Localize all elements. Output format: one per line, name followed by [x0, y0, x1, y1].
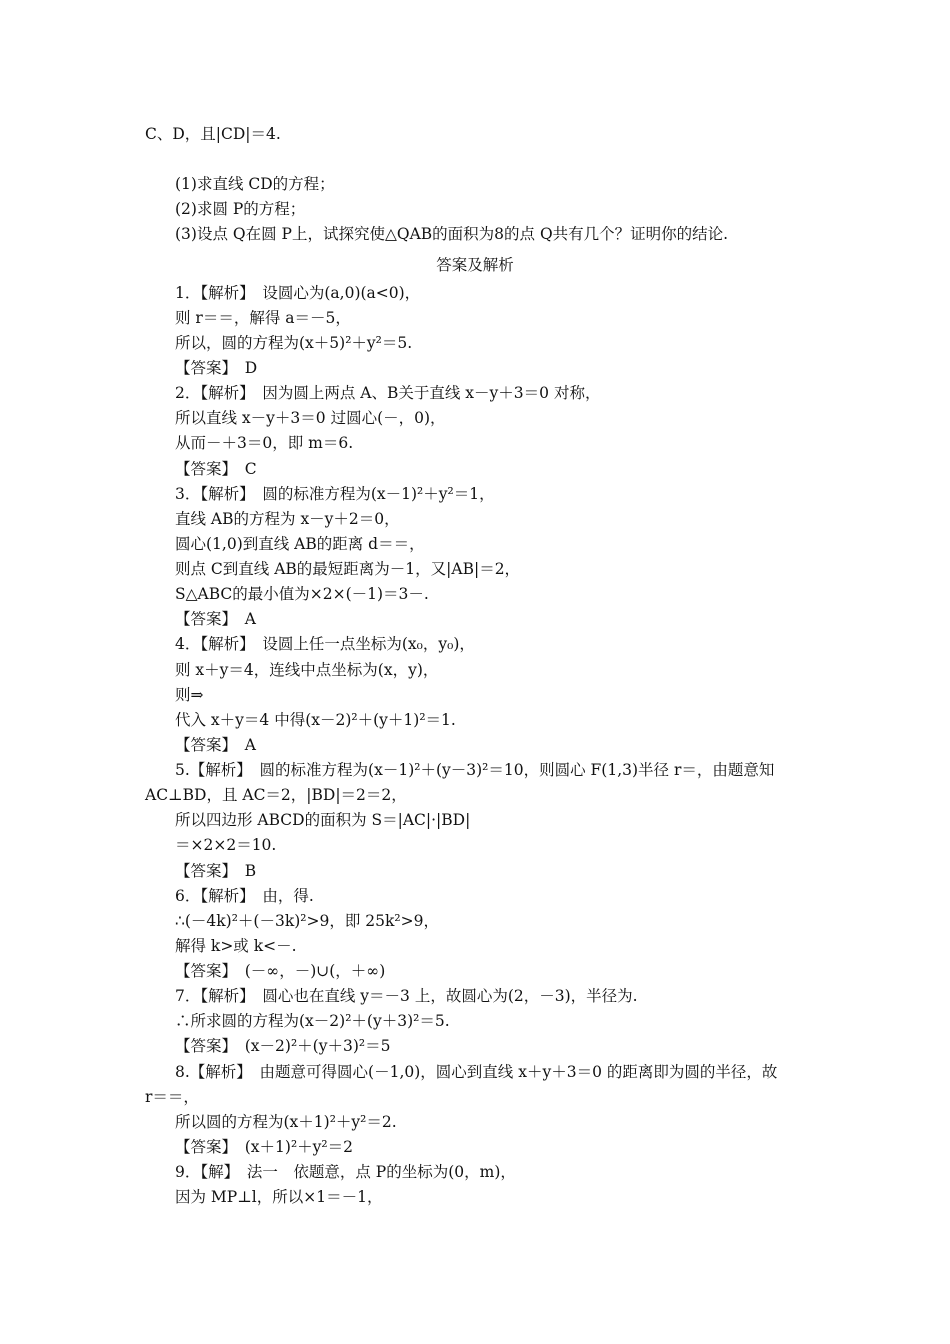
answer-line: 【答案】 C: [175, 460, 257, 478]
text-line: 9．【解】 法一 依题意，点 P的坐标为(0，m)，: [175, 1163, 516, 1181]
text-line: 解得 k>或 k<－.: [175, 937, 297, 955]
text-line: ∴(－4k)²＋(－3k)²>9，即 25k²>9，: [175, 912, 439, 930]
text-line: (1)求直线 CD的方程；: [175, 175, 335, 193]
text-line: 所以直线 x－y＋3＝0 过圆心(－，0)，: [175, 409, 446, 427]
text-line: 8.【解析】 由题意可得圆心(－1,0)，圆心到直线 x＋y＋3＝0 的距离即为圆的半径，故: [175, 1063, 778, 1081]
text-line: AC⊥BD，且 AC＝2，|BD|＝2＝2，: [145, 786, 407, 804]
text-line: 直线 AB的方程为 x－y＋2＝0，: [175, 510, 400, 528]
text-line: 2．【解析】 因为圆上两点 A、B关于直线 x－y＋3＝0 对称，: [175, 384, 601, 402]
text-line: 代入 x＋y＝4 中得(x－2)²＋(y＋1)²＝1.: [175, 711, 456, 729]
answer-line: 【答案】 A: [175, 610, 256, 628]
answer-line: 【答案】 A: [175, 736, 256, 754]
text-line: 从而－＋3＝0，即 m＝6.: [175, 434, 354, 452]
text-line: C、D，且|CD|＝4.: [145, 125, 281, 143]
answer-line: 【答案】 (－∞，－)∪(，＋∞): [175, 962, 386, 980]
text-line: 则 r＝＝，解得 a＝－5，: [175, 309, 351, 327]
answer-line: 【答案】 D: [175, 359, 258, 377]
text-line: S△ABC的最小值为×2×(－1)＝3－.: [175, 585, 429, 603]
text-line: r＝＝，: [145, 1088, 199, 1106]
text-line: 所以圆的方程为(x＋1)²＋y²＝2.: [175, 1113, 397, 1131]
text-line: 因为 MP⊥l，所以×1＝－1，: [175, 1188, 383, 1206]
text-line: 3．【解析】 圆的标准方程为(x－1)²＋y²＝1，: [175, 485, 495, 503]
answer-line: 【答案】 B: [175, 862, 257, 880]
text-line: 则⇒: [175, 686, 204, 704]
text-line: 则点 C到直线 AB的最短距离为－1，又|AB|＝2，: [175, 560, 521, 578]
text-line: 所以，圆的方程为(x＋5)²＋y²＝5.: [175, 334, 413, 352]
text-line: (2)求圆 P的方程；: [175, 200, 306, 218]
text-line: 圆心(1,0)到直线 AB的距离 d＝＝，: [175, 535, 425, 553]
text-line: 6．【解析】 由，得.: [175, 887, 314, 905]
answer-line: 【答案】 (x＋1)²＋y²＝2: [175, 1138, 353, 1156]
text-line: 4．【解析】 设圆上任一点坐标为(x₀，y₀)，: [175, 635, 475, 653]
text-line: ∴所求圆的方程为(x－2)²＋(y＋3)²＝5.: [175, 1012, 450, 1030]
text-line: (3)设点 Q在圆 P上，试探究使△QAB的面积为8的点 Q共有几个？证明你的结论.: [175, 225, 729, 243]
answer-line: 【答案】 (x－2)²＋(y＋3)²＝5: [175, 1037, 391, 1055]
text-line: 5.【解析】 圆的标准方程为(x－1)²＋(y－3)²＝10，则圆心 F(1,3)半径 r＝，由题意知: [175, 761, 775, 779]
text-line: ＝×2×2＝10.: [175, 836, 277, 854]
text-line: 7．【解析】 圆心也在直线 y＝－3 上，故圆心为(2，－3)，半径为.: [175, 987, 638, 1005]
text-line: 则 x＋y＝4，连线中点坐标为(x，y)，: [175, 661, 439, 679]
text-line: 1．【解析】 设圆心为(a,0)(a<0)，: [175, 284, 421, 302]
text-line: 所以四边形 ABCD的面积为 S＝|AC|·|BD|: [175, 811, 471, 829]
section-heading: 答案及解析: [436, 256, 514, 274]
